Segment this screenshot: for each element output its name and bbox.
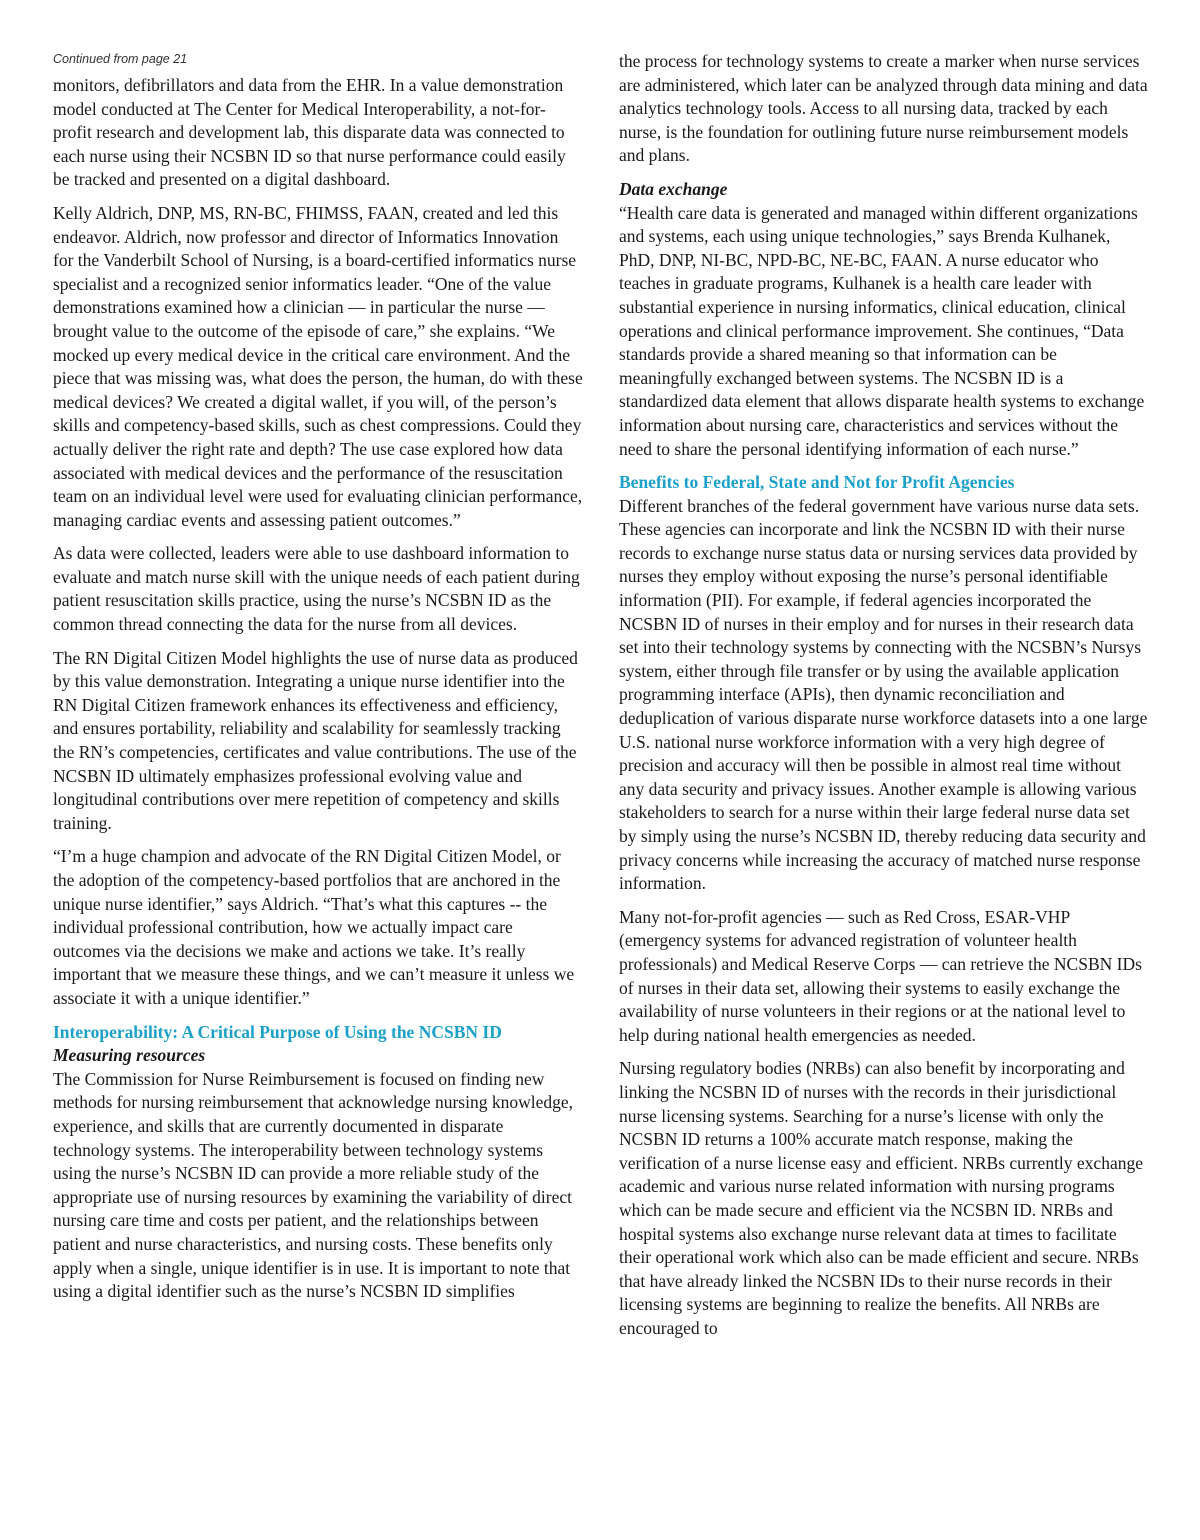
paragraph-not-for-profit: Many not-for-profit agencies — such as Red Cross, ESAR-VHP (emergency systems for advanced registration of volunteer health professionals) and Medical Reserve Corps — can retrieve the NCSBN IDs of nurses in their data set, allowing their systems to easily exchange the availability of nurse volunteers in their regions or at the national level to help during national health emergencies as needed. [619,906,1142,1045]
subheading-data-exchange: Data exchange [619,178,728,199]
paragraph-federal-government: Different branches of the federal government have various nurse data sets. These agencies can incorporate and link the NCSBN ID with their nurse records to exchange nurse status data or nursing services data provided by nurses they employ without exposing the nurse’s personal identifiable information (PII). For example, if federal agencies incorporated the NCSBN ID of nurses in their employ and for nurses in their research data set into their technology systems by connecting with the NCSBN’s Nursys system, either through file transfer or by using the available application programming interface (APIs), then dynamic reconciliation and deduplication of various disparate nurse workforce datasets into a one large U.S. national nurse workforce information with a very high degree of precision and accuracy will then be possible in almost real time without any data security and privacy issues. Another example is allowing various stakeholders to search for a nurse within their large federal nurse data set by simply using the nurse’s NCSBN ID, thereby reducing data security and privacy concerns while increasing the accuracy of matched nurse response information. [619,495,1148,894]
paragraph-ehr-value-demo: monitors, defibrillators and data from the EHR. In a value demonstration model conducted at The Center for Medical Interoperability, a not-for-profit research and development lab, this disparate data was connected to each nurse using their NCSBN ID so that nurse performance could easily be tracked and presented on a digital dashboard. [53,75,566,190]
paragraph-digital-citizen: The RN Digital Citizen Model highlights the use of nurse data as produced by this value demonstration. Integrating a unique nurse identifier into the RN Digital Citizen framework enhances its effectiveness and efficiency, and ensures portability, reliability and scalability for seamlessly tracking the RN’s competencies, certificates and value contributions. The use of the NCSBN ID ultimately emphasizes professional evolving value and longitudinal contributions over mere repetition of competency and skills training. [53,647,578,833]
continued-note: Continued from page 21 [53,52,188,66]
right-column [619,50,1149,1350]
heading-benefits-agencies: Benefits to Federal, State and Not for Profit Agencies [619,472,1015,493]
subheading-measuring-resources: Measuring resources [53,1045,206,1066]
paragraph-dashboard: As data were collected, leaders were able to use dashboard information to evaluate and match nurse skill with the unique needs of each patient during patient resuscitation skills practice, using the nurse’s NCSBN ID as the common thread connecting the data for the nurse from all devices. [53,543,580,635]
paragraph-nrbs: Nursing regulatory bodies (NRBs) can also benefit by incorporating and linking the NCSBN ID of nurses with the records in their jurisdictional nurse licensing systems. Searching for a nurse’s license with only the NCSBN ID returns a 100% accurate match response, making the verification of a nurse license easy and efficient. NRBs currently exchange academic and various nurse related information with nursing programs which can be made secure and efficient via the NCSBN ID. NRBs and hospital systems also exchange nurse relevant data at times to facilitate their operational work which also can be made efficient and secure. NRBs that have already linked the NCSBN IDs to their nurse records in their licensing systems are beginning to realize the benefits. All NRBs are encouraged to [619,1058,1143,1338]
paragraph-aldrich-quote: Kelly Aldrich, DNP, MS, RN-BC, FHIMSS, FAAN, created and led this endeavor. Aldrich, now professor and director of Informatics Innovation for the Vanderbilt School of Nursing, is a board-certified informatics nurse specialist and a recognized senior informatics leader. “One of the value demonstrations examined how a clinician — in particular the nurse — brought value to the outcome of the episode of care,” she explains. “We mocked up every medical device in the critical care environment. And the piece that was missing was, what does the person, the human, do with these medical devices? We created a digital wallet, if you will, of the person’s skills and competency-based skills, such as chest compressions. Could they actually deliver the right rate and depth? The use case explored how data associated with medical devices and the performance of the resuscitation team on an individual level were used for evaluating clinician performance, managing cardiac events and assessing patient outcomes.” [53,202,583,530]
paragraph-kulhanek-quote: “Health care data is generated and managed within different organizations and systems, each using unique technologies,” says Brenda Kulhanek, PhD, DNP, NI-BC, NPD-BC, NE-BC, FAAN. A nurse educator who teaches in graduate programs, Kulhanek is a health care leader with substantial experience in nursing informatics, clinical education, clinical operations and clinical performance improvement. She continues, “Data standards provide a shared meaning so that information can be meaningfully exchanged between systems. The NCSBN ID is a standardized data element that allows disparate health systems to exchange information about nursing care, characteristics and services without the need to share the personal identifying information of each nurse.” [619,202,1145,459]
paragraph-marker-process: the process for technology systems to create a marker when nurse services are administered, which later can be analyzed through data mining and data analytics technology tools. Access to all nursing data, tracked by each nurse, is the foundation for outlining future nurse reimbursement models and plans. [619,51,1148,166]
paragraph-aldrich-champion: “I’m a huge champion and advocate of the RN Digital Citizen Model, or the adoption of the competency-based portfolios that are anchored in the unique nurse identifier,” says Aldrich. “That’s what this captures -- the individual professional contribution, how we actually impact care outcomes via the decisions we make and actions we take. It’s really important that we measure these things, and we can’t measure it unless we associate it with a unique identifier.” [53,846,575,1008]
heading-interoperability: Interoperability: A Critical Purpose of Using the NCSBN ID [53,1021,502,1042]
paragraph-commission: The Commission for Nurse Reimbursement is focused on finding new methods for nursing reimbursement that acknowledge nursing knowledge, experience, and skills that are currently documented in disparate technology systems. The interoperability between technology systems using the nurse’s NCSBN ID can provide a more reliable study of the appropriate use of nursing resources by examining the variability of direct nursing care time and costs per patient, and the relationships between patient and nurse characteristics, and nursing costs. These benefits only apply when a single, unique identifier is in use. It is important to note that using a digital identifier such as the nurse’s NCSBN ID simplifies [53,1068,574,1302]
left-column [53,50,583,1314]
